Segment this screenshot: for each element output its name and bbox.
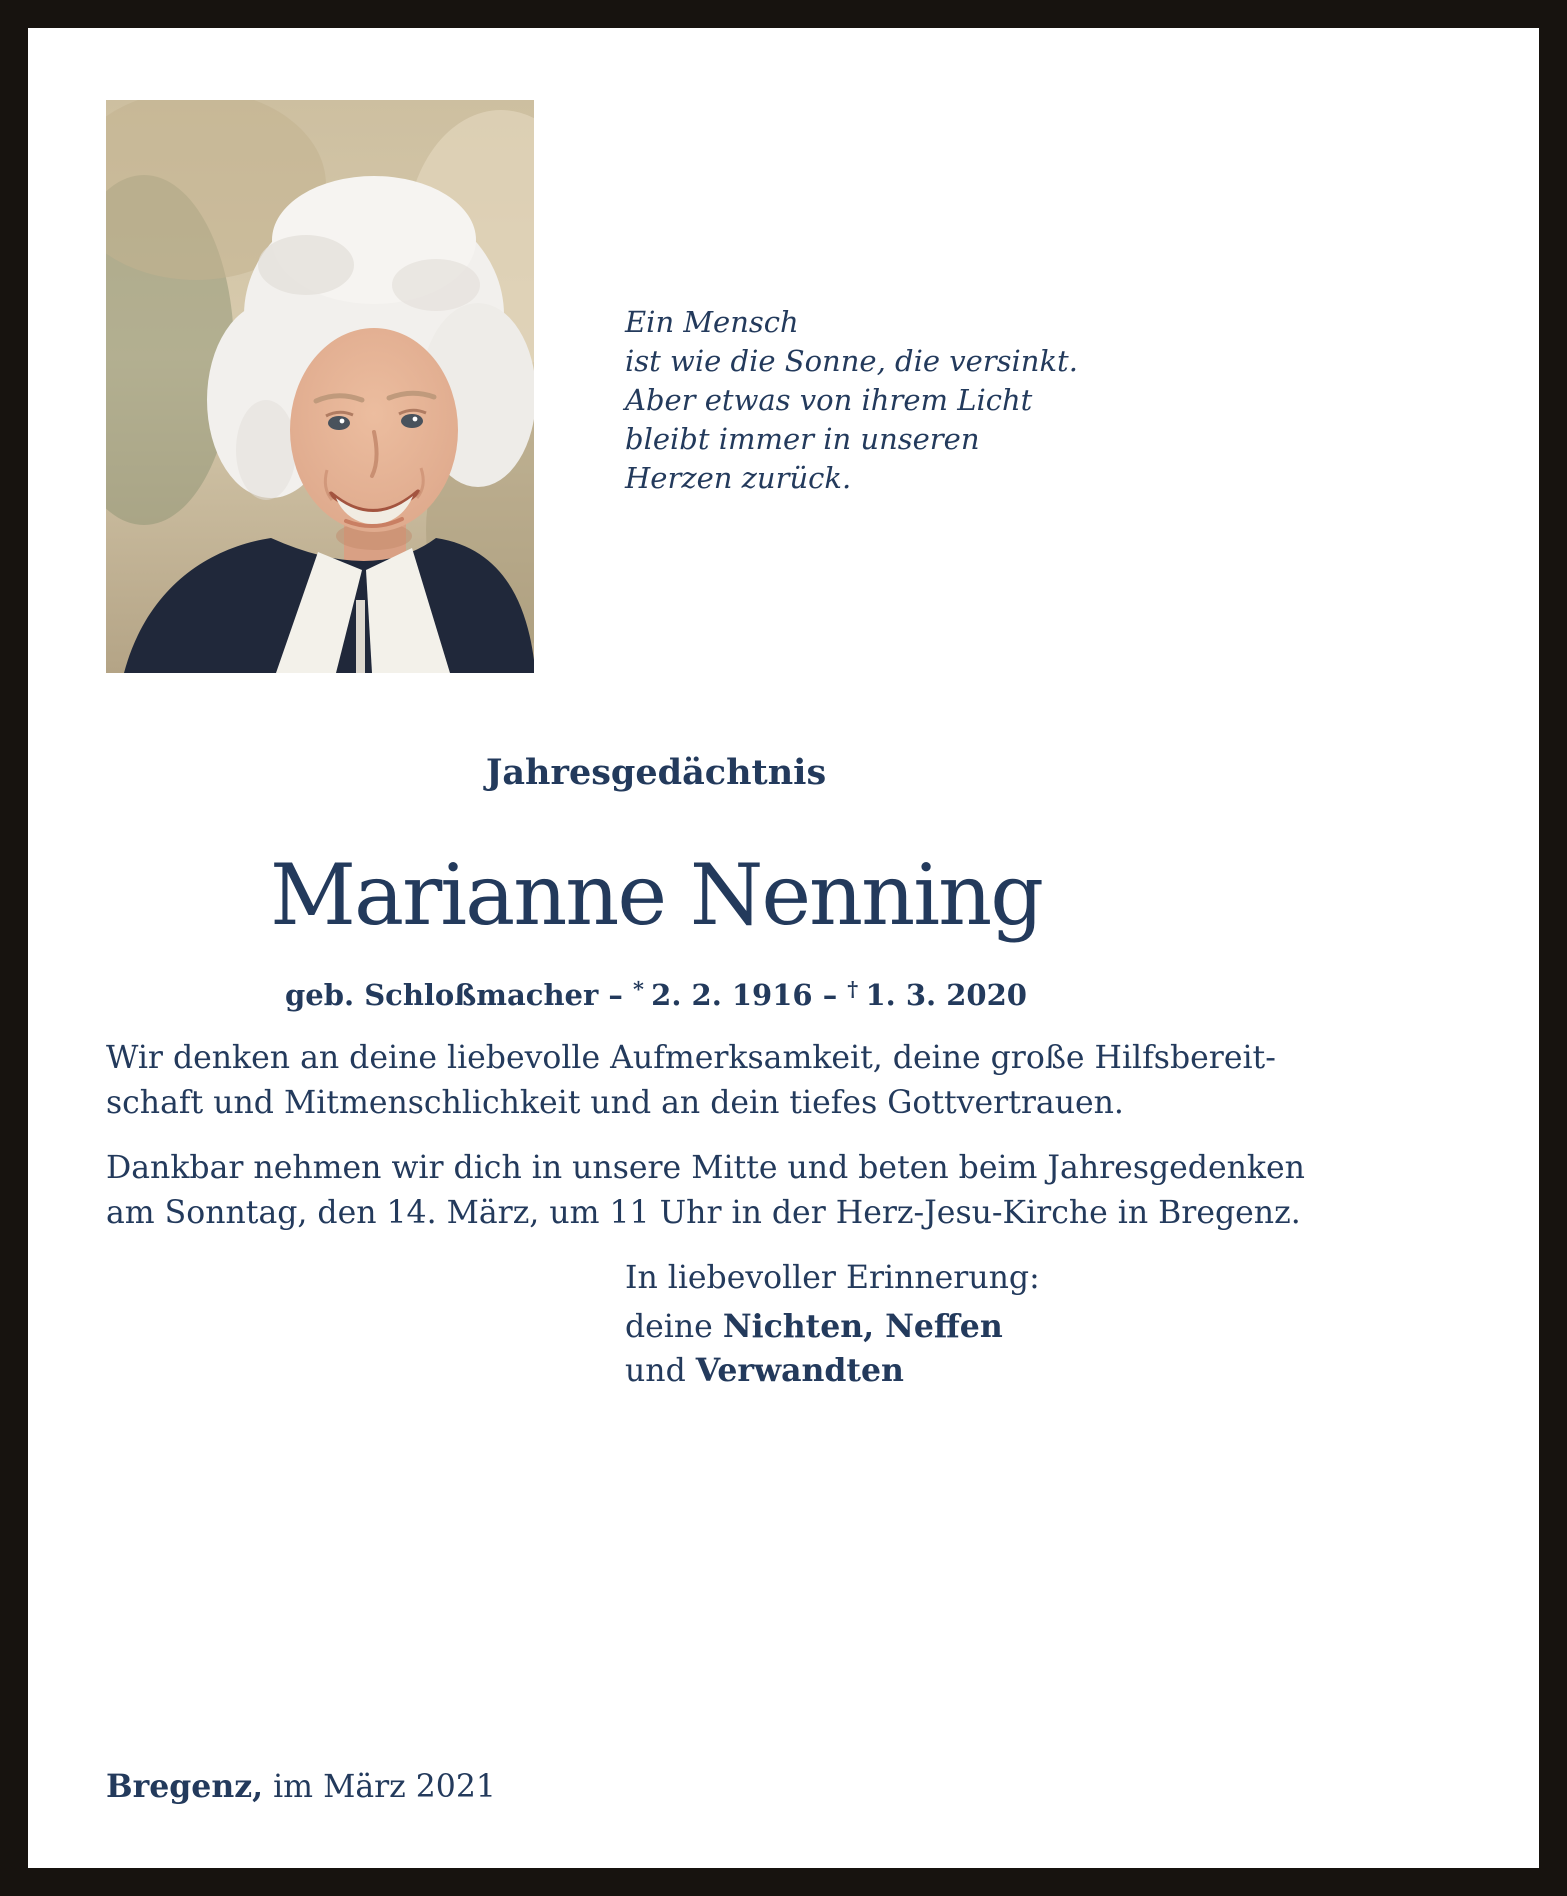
remembrance-prefix: und (625, 1353, 696, 1389)
maiden-name: geb. Schloßmacher – (285, 978, 633, 1012)
remembrance-intro: In liebevoller Erinnerung: (625, 1260, 1040, 1296)
remembrance-relatives-line (625, 1349, 1040, 1393)
place-name: Bregenz, (106, 1768, 264, 1805)
date-text: im März 2021 (263, 1769, 496, 1805)
remembrance-prefix: deine (625, 1309, 723, 1345)
tribute-line: schaft und Mitmenschlichkeit und an dein tiefes Gottvertrauen. (106, 1085, 1124, 1121)
remembrance-block (625, 1256, 1040, 1393)
tribute-line: Wir denken an deine liebevolle Aufmerksamkeit, deine große Hilfsbereit- (106, 1040, 1276, 1076)
poem-line: Herzen zurück. (625, 461, 852, 495)
poem-line: ist wie die Sonne, die versinkt. (625, 344, 1078, 378)
memorial-poem (625, 303, 1078, 498)
remembrance-relatives-line (625, 1305, 1040, 1349)
death-date: 1. 3. 2020 (865, 978, 1027, 1012)
remembrance-relatives: Nichten, Neffen (722, 1308, 1003, 1345)
memorial-type-heading: Jahresgedächtnis (485, 752, 827, 793)
invitation-paragraph (106, 1146, 1436, 1236)
poem-line: bleibt immer in unseren (625, 422, 980, 456)
deceased-dates-line (106, 976, 1206, 1012)
birth-star-symbol: * (632, 976, 652, 1001)
remembrance-relatives: Verwandten (695, 1352, 904, 1389)
poem-line: Aber etwas von ihrem Licht (625, 383, 1033, 417)
invitation-line: Dankbar nehmen wir dich in unsere Mitte und beten beim Jahresgedenken (106, 1150, 1305, 1186)
birth-date: 2. 2. 1916 – (651, 978, 848, 1012)
death-cross-symbol: † (847, 976, 866, 1001)
invitation-line: am Sonntag, den 14. März, um 11 Uhr in der Herz-Jesu-Kirche in Bregenz. (106, 1195, 1301, 1231)
place-date-line (106, 1768, 496, 1805)
deceased-name: Marianne Nenning (270, 846, 1042, 944)
portrait-photo (106, 100, 534, 673)
tribute-paragraph (106, 1036, 1436, 1126)
poem-line: Ein Mensch (625, 305, 799, 339)
portrait-illustration (106, 100, 534, 673)
